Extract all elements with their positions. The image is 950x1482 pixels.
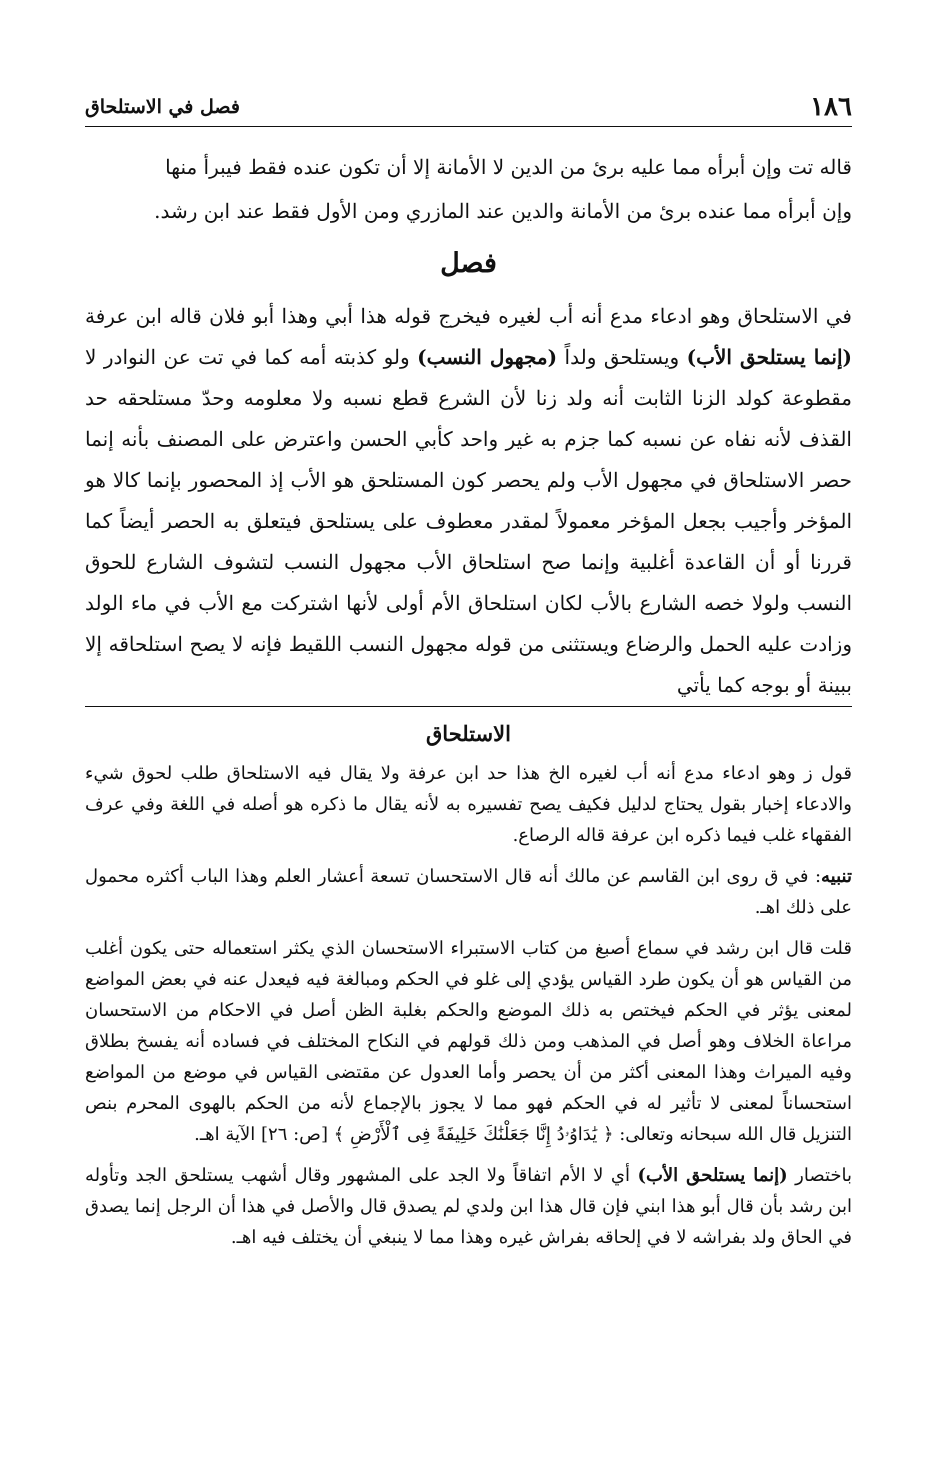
bold-phrase: (إنما يستلحق الأب) xyxy=(686,345,852,369)
text-segment: ويستلحق ولداً xyxy=(557,345,687,369)
running-head xyxy=(85,90,852,127)
bold-phrase: (مجهول النسب) xyxy=(417,345,558,369)
text-segment: أي لا الأم اتفاقاً ولا الجد على المشهور وقال أشهب يستلحق الجد وتأوله ابن رشد بأن قال أبو هذا ابني فإن قال هذا ابن ولدي لم يصدق قال والأصل في هذا أن الرجل إنما يصدق في الحاق ولد بفراشه لا في إلحاقه بفراش غيره وهذا مما لا ينبغي أن يختلف فيه اهـ. xyxy=(85,1165,852,1248)
footnote-paragraph xyxy=(85,1160,852,1253)
intro-line: وإن أبرأه مما عنده برئ من الأمانة والدين عند المازري ومن الأول فقط عند ابن رشد. xyxy=(154,199,852,223)
footnotes xyxy=(85,716,852,1263)
text-segment: : في ق روى ابن القاسم عن مالك أنه قال الاستحسان تسعة أعشار العلم وهذا الباب أكثره محمول على ذلك اهـ. xyxy=(85,866,852,918)
intro-paragraph xyxy=(85,145,852,233)
main-paragraph xyxy=(85,296,852,706)
section-heading: فصل xyxy=(440,248,497,279)
footnote-paragraph: قول ز وهو ادعاء مدع أنه أب لغيره الخ هذا حد ابن عرفة ولا يقال فيه الاستلحاق طلب لحوق شيء والادعاء إخبار بقول يحتاج لدليل فكيف يصح تفسيره به لأنه يقال ما ذكره هو أصله في اللغة وفي عرف الفقهاء غلب فيما ذكره ابن عرفة قاله الرصاع. xyxy=(85,763,852,846)
note-label: تنبيه xyxy=(821,866,852,887)
bold-phrase: (إنما يستلحق الأب) xyxy=(637,1165,788,1186)
main-text xyxy=(85,296,852,706)
footnote-divider xyxy=(85,706,852,707)
text-segment: في الاستلحاق وهو ادعاء مدع أنه أب لغيره فيخرج قوله هذا أبي وهذا أبو فلان قاله ابن عرفة xyxy=(85,304,852,328)
footnote-paragraph xyxy=(85,861,852,923)
page-number: ١٨٦ xyxy=(810,92,852,122)
text-segment: باختصار xyxy=(787,1165,853,1186)
footnote-title: الاستلحاق xyxy=(426,721,511,746)
footnote-paragraph: قلت قال ابن رشد في سماع أصبغ من كتاب الاستبراء الاستحسان الذي يكثر استعماله حتى يكون أغلب من القياس هو أن يكون طرد القياس يؤدي إلى غلو في الحكم ومبالغة فيه فيعدل عنه في بعض المواضع لمعنى يؤثر في الحكم فيختص به ذلك الموضع والحكم بغلبة الظن أصل في الاحكام من الاستحسان مراعاة الخلاف وهو أصل في المذهب ومن ذلك قولهم في النكاح المختلف في فساده أنه يفسخ بطلاق وفيه الميراث وهذا المعنى أكثر من أن يحصر وأما العدول عن مقتضى القياس في موضع من المواضع استحساناً لمعنى لا تأثير له في الحكم فهو مما لا يجوز بالإجماع لأنه من الحكم بالهوى المحرم بنص التنزيل قال الله سبحانه وتعالى: ﴿ يَٰدَاوُۥدُ إِنَّا جَعَلْنَٰكَ خَلِيفَةً فِى ٱلْأَرْضِ ﴾ [ص: ٢٦] الآية اهـ. xyxy=(85,938,852,1145)
intro-line: قاله تت وإن أبرأه مما عليه برئ من الدين لا الأمانة إلا أن تكون عنده فقط فيبرأ منها xyxy=(165,155,852,179)
running-title: فصل في الاستلحاق xyxy=(85,96,240,118)
text-segment: ولو كذبته أمه كما في تت عن النوادر لا مقطوعة كولد الزنا الثابت أنه ولد زنا لأن الشرع قطع نسبه ولا معلومه وحدّ مستلحقه حد القذف لأنه نفاه عن نسبه كما جزم به غير واحد كأبي الحسن واعترض على المصنف بأنه إنما حصر الاستلحاق في مجهول الأب ولم يحصر كون المستلحق هو الأب إذ المحصور بإنما كالا هو المؤخر وأجيب بجعل المؤخر معمولاً لمقدر معطوف على يستلحق فيتعلق به الحصر أيضاً كما قررنا أو أن القاعدة أغلبية وإنما صح استلحاق الأب مجهول النسب لتشوف الشارع للحوق النسب ولولا خصه الشارع بالأب لكان استلحاق الأم أولى لأنها اشتركت مع الأب في ماء الولد وزادت عليه الحمل والرضاع ويستثنى من قوله مجهول النسب اللقيط فإنه لا يصح استلحاقه إلا ببينة أو بوجه كما يأتي xyxy=(85,345,853,697)
